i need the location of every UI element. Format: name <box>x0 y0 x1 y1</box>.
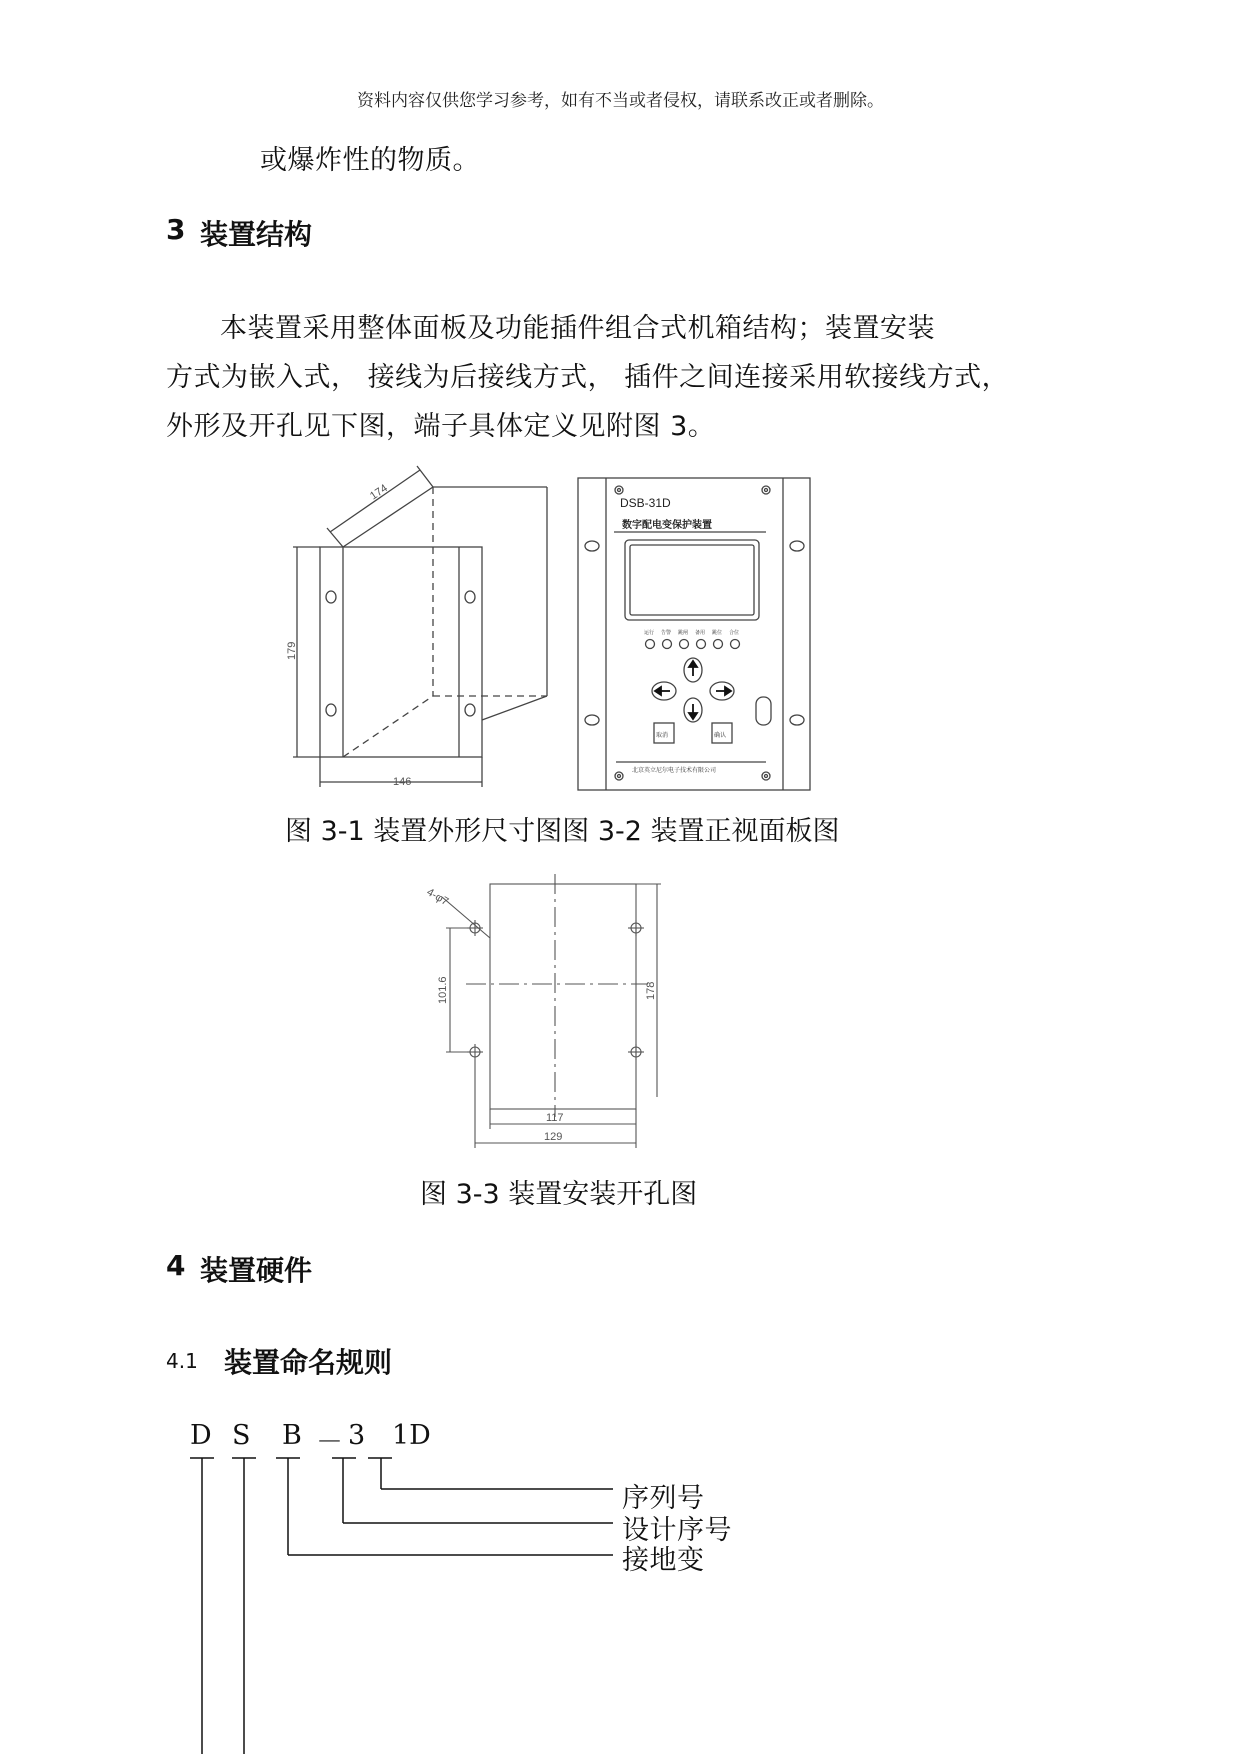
dim-height-label: 179 <box>286 641 298 660</box>
dim-178-label: 178 <box>645 981 657 1000</box>
dim-101-label: 101.6 <box>437 976 449 1004</box>
naming-label-serial: 序列号 <box>622 1483 705 1514</box>
dim-129-label: 129 <box>544 1131 563 1143</box>
comm-port <box>756 697 771 725</box>
section-4-1-title: 装置命名规则 <box>224 1346 393 1379</box>
led-label-trip: 跳闸 <box>678 630 689 636</box>
dim-117-label: 117 <box>546 1112 564 1124</box>
naming-bracket-lines <box>185 1450 625 1754</box>
naming-label-grounding: 接地变 <box>622 1545 705 1576</box>
figure-mounting-cutout <box>420 872 670 1157</box>
caption-figure-3-3: 图 3-3 装置安装开孔图 <box>420 1179 698 1210</box>
continued-paragraph: 或爆炸性的物质。 <box>260 145 480 176</box>
led-label-spare: 备用 <box>695 630 706 636</box>
figure-outline-dimensions <box>285 460 555 795</box>
section-4-number: 4 <box>166 1249 186 1282</box>
section-3-number: 3 <box>166 213 186 246</box>
section-3-paragraph-line-3: 外形及开孔见下图，端子具体定义见附图 3。 <box>166 411 716 442</box>
section-3-paragraph-line-2: 方式为嵌入式， 接线为后接线方式， 插件之间连接采用软接线方式， <box>166 362 1010 393</box>
key-cancel-label: 取消 <box>656 733 669 739</box>
hole-spec-label: 4-φ7 <box>424 886 451 909</box>
dim-width-label: 146 <box>393 776 412 788</box>
section-4-title: 装置硬件 <box>200 1254 313 1287</box>
naming-digit-3: 3 <box>348 1420 366 1451</box>
figure-front-panel <box>576 476 812 792</box>
page-header-disclaimer: 资料内容仅供您学习参考，如有不当或者侵权，请联系改正或者删除。 <box>357 91 884 111</box>
naming-label-design: 设计序号 <box>622 1515 732 1546</box>
naming-letter-b: B <box>282 1420 302 1451</box>
section-3-title: 装置结构 <box>200 218 313 251</box>
panel-company: 北京英立尼尔电子技术有限公司 <box>632 768 717 774</box>
section-3-paragraph-line-1: 本装置采用整体面板及功能插件组合式机箱结构；装置安装 <box>220 313 935 344</box>
dim-depth-label: 174 <box>367 482 390 503</box>
led-label-run: 运行 <box>644 630 655 636</box>
cutout-rect <box>490 884 636 1109</box>
panel-device-name: 数字配电变保护装置 <box>622 520 712 531</box>
naming-suffix-1d: 1D <box>392 1420 431 1451</box>
panel-model: DSB-31D <box>620 496 671 510</box>
lcd-screen <box>625 540 759 620</box>
caption-figure-3-1-3-2: 图 3-1 装置外形尺寸图图 3-2 装置正视面板图 <box>285 816 840 847</box>
led-label-open: 跳位 <box>712 630 723 636</box>
naming-dash: － <box>316 1427 343 1458</box>
naming-letter-s: S <box>232 1420 251 1451</box>
led-label-alarm: 告警 <box>661 630 672 636</box>
front-face <box>320 547 482 757</box>
section-4-1-number: 4.1 <box>166 1349 198 1373</box>
key-confirm-label: 确认 <box>714 733 727 739</box>
led-label-closed: 合位 <box>729 630 740 636</box>
naming-letter-d: D <box>190 1420 212 1451</box>
